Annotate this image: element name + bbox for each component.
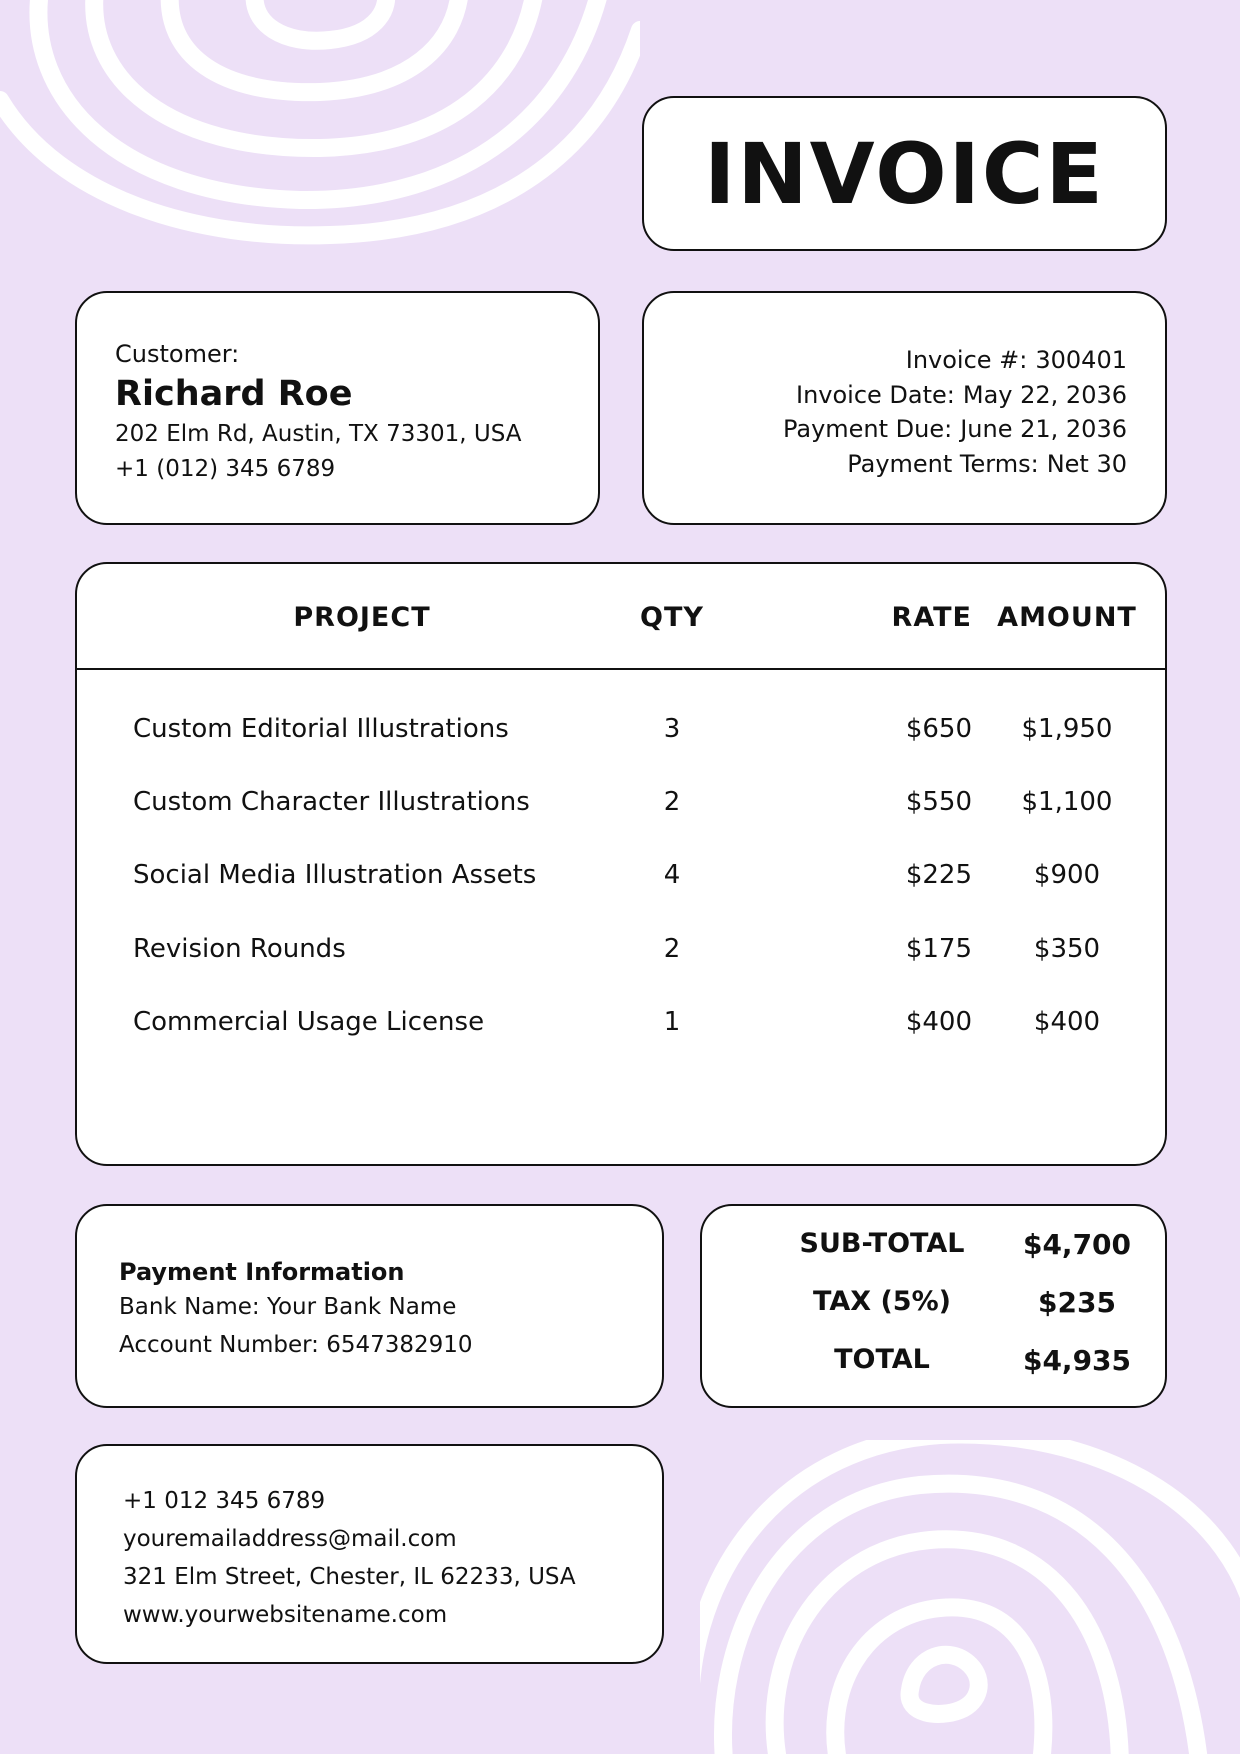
invoice-date-label: Invoice Date: [795,380,955,409]
invoice-meta-card [642,291,1167,525]
table-row [77,1007,1165,1047]
row-project: Commercial Usage License [133,1007,485,1037]
row-project: Social Media Illustration Assets [133,860,537,890]
table-row [77,860,1165,900]
row-rate: $650 [905,714,972,744]
invoice-title-card [642,96,1167,251]
contact-phone: +1 012 345 6789 [123,1488,326,1514]
payment-due: June 21, 2036 [960,415,1127,443]
table-header [77,564,1165,670]
items-table [75,562,1167,1166]
row-qty: 2 [663,787,681,817]
invoice-number-label: Invoice #: [905,346,1028,374]
row-rate: $175 [905,934,972,964]
account-number: Account Number: 6547382910 [119,1332,473,1358]
invoice-number: 300401 [1035,346,1127,374]
customer-label: Customer: [115,340,240,368]
row-qty: 2 [663,934,681,964]
total-label: TOTAL [834,1344,930,1375]
total-value: $4,935 [1022,1344,1132,1377]
customer-address: 202 Elm Rd, Austin, TX 73301, USA [115,421,522,447]
row-qty: 4 [663,860,681,890]
subtotal-label: SUB-TOTAL [799,1228,965,1259]
row-rate: $400 [905,1007,972,1037]
payment-terms-label: Payment Terms: [847,449,1039,478]
contact-email[interactable]: youremailaddress@mail.com [123,1526,457,1552]
contact-website[interactable]: www.yourwebsitename.com [123,1602,448,1628]
tax-label: TAX (5%) [813,1286,951,1317]
row-project: Revision Rounds [133,934,346,964]
payment-due-label: Payment Due: [782,415,953,443]
contact-address: 321 Elm Street, Chester, IL 62233, USA [123,1564,576,1590]
payment-terms-line [644,447,1127,482]
tax-value: $235 [1038,1286,1116,1319]
header-amount: AMOUNT [997,602,1137,633]
header-rate: RATE [891,602,972,633]
table-row [77,787,1165,827]
wave-decoration-bottom-right [700,1440,1240,1754]
header-project: PROJECT [293,602,431,633]
payment-info-card [75,1204,664,1408]
payment-terms: Net 30 [1046,449,1127,478]
contact-card [75,1444,664,1664]
row-amount: $400 [1033,1007,1101,1037]
payment-due-line [644,412,1127,447]
row-rate: $550 [905,787,972,817]
row-amount: $1,100 [1021,787,1113,817]
row-qty: 3 [663,714,681,744]
table-row [77,714,1165,754]
subtotal-value: $4,700 [1022,1228,1132,1261]
totals-card [700,1204,1167,1408]
wave-decoration-top-left [0,0,640,250]
payment-info-heading: Payment Information [119,1258,405,1286]
row-amount: $350 [1033,934,1101,964]
invoice-date: May 22, 2036 [962,380,1127,409]
row-qty: 1 [663,1007,681,1037]
row-project: Custom Character Illustrations [133,787,530,817]
invoice-number-line [644,343,1127,378]
bank-name: Bank Name: Your Bank Name [119,1294,457,1320]
invoice-title: INVOICE [704,124,1105,223]
customer-name: Richard Roe [115,374,353,414]
row-amount: $900 [1033,860,1101,890]
customer-phone: +1 (012) 345 6789 [115,456,336,482]
row-rate: $225 [905,860,972,890]
customer-card [75,291,600,525]
row-project: Custom Editorial Illustrations [133,714,509,744]
header-qty: QTY [640,602,704,633]
invoice-date-line [644,378,1127,413]
table-row [77,934,1165,974]
row-amount: $1,950 [1021,714,1113,744]
